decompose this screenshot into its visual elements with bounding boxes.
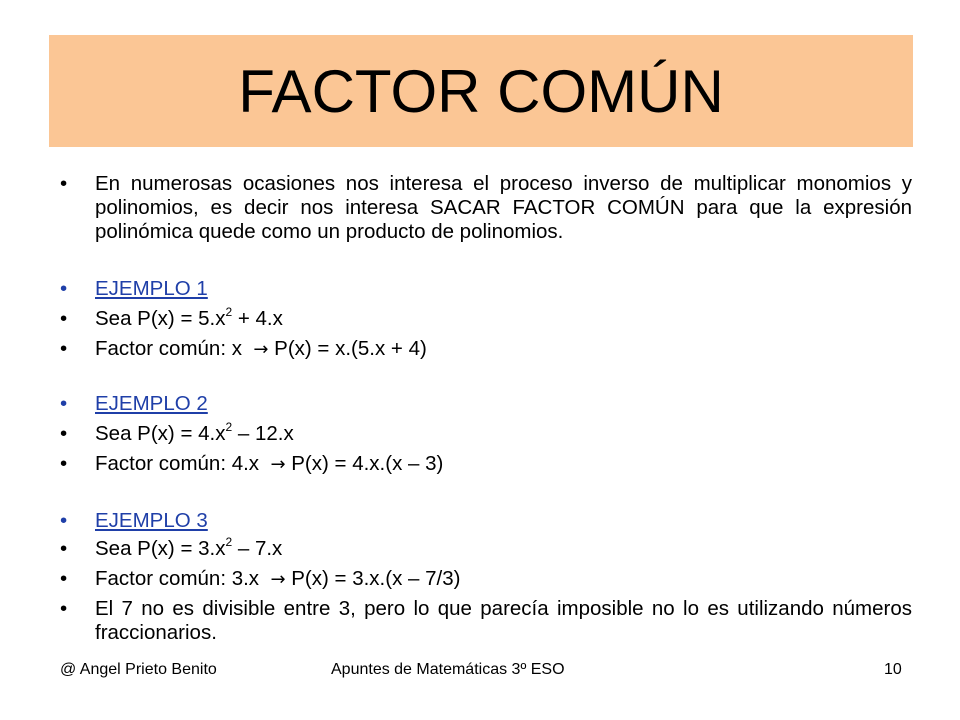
- bullet-icon: •: [60, 422, 68, 445]
- example-3-expression: Sea $P(x) = 3.x^2 - 7.x$: [95, 535, 283, 560]
- bullet-icon: •: [60, 392, 68, 415]
- bullet-icon: •: [60, 172, 68, 195]
- footer-author: @ Angel Prieto Benito: [60, 661, 217, 678]
- example-2-factor: Factor común: 4.x → P(x) = 4.x.(x – 3): [95, 452, 444, 475]
- intro-text: En numerosas ocasiones nos interesa el proceso inverso de multiplicar monomios y polinomios, es decir nos interesa SACAR FACTOR COMÚN para que la expresión polinómica quede como un producto de polinomios.: [95, 172, 912, 243]
- bullet-icon: •: [60, 337, 68, 360]
- example-1-link[interactable]: EJEMPLO 1: [95, 277, 208, 300]
- example-3-link[interactable]: EJEMPLO 3: [95, 509, 208, 532]
- slide-title: FACTOR COMÚN: [238, 57, 724, 125]
- footer-page-number: 10: [884, 661, 902, 678]
- bullet-icon: •: [60, 307, 68, 330]
- example-1-expression: Sea $P(x) = 5.x^2 + 4.x$: [95, 305, 283, 330]
- example-2-expression: Sea $P(x) = 4.x^2 - 12.x$: [95, 420, 294, 445]
- arrow-right-icon: →: [270, 569, 286, 590]
- bullet-icon: •: [60, 277, 68, 300]
- bullet-icon: •: [60, 509, 68, 532]
- footer-course: Apuntes de Matemáticas 3º ESO: [331, 661, 565, 678]
- bullet-icon: •: [60, 567, 68, 590]
- title-band: [49, 35, 913, 147]
- bullet-icon: •: [60, 597, 68, 620]
- bullet-icon: •: [60, 537, 68, 560]
- arrow-right-icon: →: [253, 339, 269, 360]
- example-3-factor: Factor común: 3.x → P(x) = 3.x.(x – 7/3): [95, 567, 461, 590]
- example-1-factor: Factor común: x → P(x) = x.(5.x + 4): [95, 337, 427, 360]
- bullet-icon: •: [60, 452, 68, 475]
- example-2-link[interactable]: EJEMPLO 2: [95, 392, 208, 415]
- closing-text: El 7 no es divisible entre 3, pero lo que parecía imposible no lo es utilizando números fraccionarios.: [95, 597, 912, 644]
- arrow-right-icon: →: [270, 454, 286, 475]
